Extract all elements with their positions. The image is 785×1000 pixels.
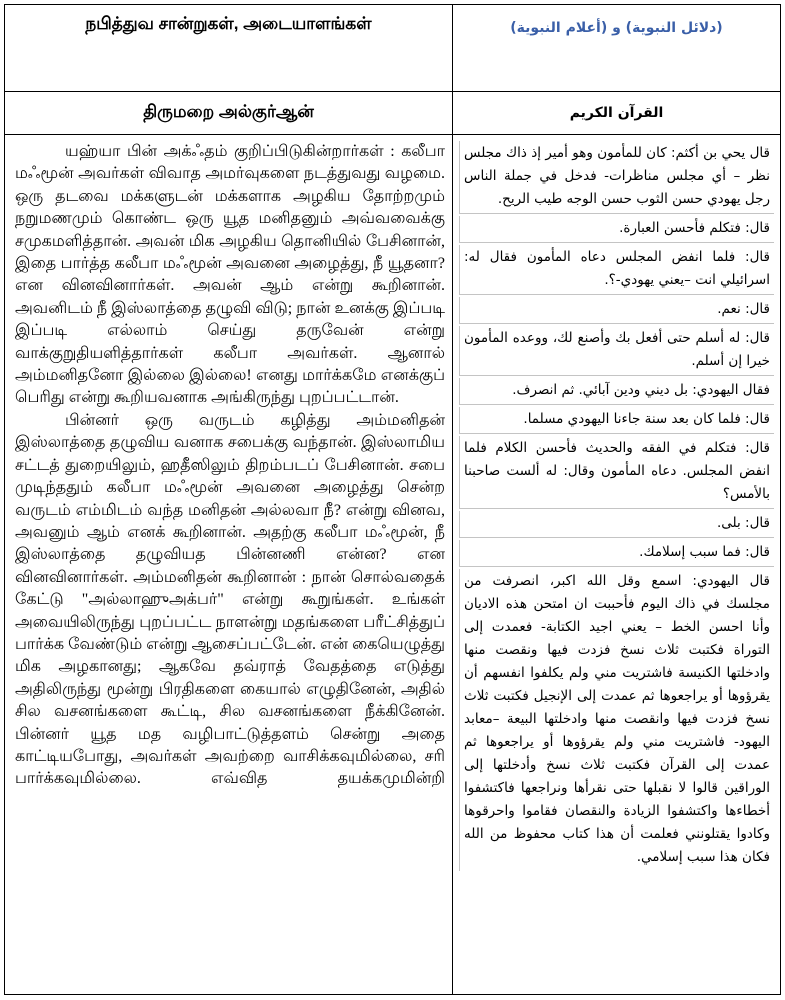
arabic-paragraph: قال: له أسلم حتى أفعل بك وأصنع لك، ووعده المأمون خيرا إن أسلم. [459, 326, 774, 376]
arabic-paragraph: قال اليهودي: اسمع وقل الله اكبر، انصرفت من مجلسك في ذاك اليوم فأحببت ان امتحن هذه الاديان وأنا احسن الخط – يعني اجيد الكتابة- فعمدت إلى التوراة فكتبت ثلاث نسخ فزدت فيها ونقصت منها وادخلتها الكنيسة فاشتريت مني ولم يكلفوا انفسهم أن يقرؤوها أو يراجعوها ثم عمدت إلى الإنجيل فكتبت ثلاث نسخ فزدت فيها وانقصت منها وادخلتها البيعة –معابد اليهود- فاشتريت مني ولم يقرؤوها أو يراجعوها ثم عمدت إلى القرآن فكتبت ثلاث نسخ وأدخلتها إلى الوراقين قالوا لا نقبلها حتى نقرأها ونراجعها فاكتشفوا أخطاءها واكتشفوا الزيادة والنقصان فقاموا واحرقوها وكادوا يقتلونني فعلمت أن هذا كتاب محفوظ من الله فكان هذا سبب إسلامي. [459, 569, 774, 871]
arabic-paragraph: قال يحي بن أكثم: كان للمأمون وهو أمير إذ ذاك مجلس نظر – أي مجلس مناظرات- فدخل في جملة الناس رجل يهودي حسن الثوب حسن الوجه طيب الريح. [459, 141, 774, 214]
subheader-cell-tamil [5, 92, 453, 134]
subheader-tamil: திருமறை அல்குர்ஆன் [143, 102, 314, 121]
tamil-paragraph: பின்னர் ஒரு வருடம் கழித்து அம்மனிதன் இஸ்லாத்தை தழுவிய வனாக சபைக்கு வந்தான். இஸ்லாமிய சட்டத் துறையிலும், ஹதீஸிலும் திறம்படப் பேசினான். சபை முடிந்ததும் கலீபா மஃமூன் அவனை அழைத்து சென்ற வருடம் எம்மிடம் வந்த மனிதன் அல்லவா நீ? என்று வினவ, அவனும் ஆம் எனக் கூறினான். அதற்கு கலீபா மஃமூன், நீ இஸ்லாத்தை தழுவியத பின்னணி என்ன? என வினவினார்கள். அம்மனிதன் கூறினான் : நான் சொல்வதைக் கேட்டு "அல்லாஹுஅக்பர்" என்று கூறுங்கள். உங்கள் அவையிலிருந்து புறப்பட்ட நாளன்று மதங்களை பரீட்சித்துப் பார்க்க வேண்டும் என்று ஆசைப்பட்டேன். என் கையெழுத்து மிக அழகானது; ஆகவே தவ்ராத் வேதத்தை எடுத்து அதிலிருந்து மூன்று பிரதிகளை கையால் எழுதினேன், அதில் சில வசனங்களை கூட்டி, சில வசனங்களை நீக்கினேன். பின்னர் யூத மத வழிபாட்டுத்தளம் சென்று அதை காட்டியபோது, அவர்கள் அவற்றை வாசிக்கவுமில்லை, சரி பார்க்கவுமில்லை. எவ்வித தயக்கமுமின்றி [15, 411, 445, 788]
title-arabic: (دلائل النبوية) و (أعلام النبوية) [510, 20, 723, 36]
body-cell-arabic [453, 135, 780, 994]
arabic-paragraph: قال: فلما انفض المجلس دعاه المأمون فقال له: اسرائيلي انت –يعني يهودي-؟. [459, 245, 774, 295]
subheader-row [5, 92, 780, 135]
arabic-paragraph: قال: نعم. [459, 297, 774, 324]
body-cell-tamil [5, 135, 453, 994]
bilingual-table [4, 4, 781, 995]
title-cell-arabic [453, 5, 780, 91]
arabic-paragraph: قال: فتكلم فأحسن العبارة. [459, 216, 774, 243]
subheader-cell-arabic [453, 92, 780, 134]
title-row [5, 5, 780, 92]
arabic-paragraph: قال: بلى. [459, 511, 774, 538]
arabic-text-column [453, 135, 780, 994]
subheader-arabic: القرآن الكريم [569, 105, 664, 121]
title-cell-tamil [5, 5, 453, 91]
arabic-paragraph: قال: فما سبب إسلامك. [459, 540, 774, 567]
arabic-paragraph: قال: فلما كان بعد سنة جاءنا اليهودي مسلما. [459, 407, 774, 434]
arabic-paragraph: قال: فتكلم في الفقه والحديث فأحسن الكلام فلما انفض المجلس. دعاه المأمون وقال: له ألست صاحبنا بالأمس؟ [459, 436, 774, 509]
tamil-text-column [5, 135, 452, 994]
title-tamil: நபித்துவ சான்றுகள், அடையாளங்கள் [85, 14, 372, 33]
arabic-paragraph: فقال اليهودي: بل ديني ودين آبائي. ثم انصرف. [459, 378, 774, 405]
body-row [5, 135, 780, 994]
tamil-paragraph: யஹ்யா பின் அக்ஃதம் குறிப்பிடுகின்றார்கள் : கலீபா மஃமூன் அவர்கள் விவாத அமர்வுகளை நடத்துவது வழமை. ஒரு தடவை மக்களுடன் மக்களாக அழகிய தோற்றமும் நறுமணமும் கொண்ட ஒரு யூத மனிதனும் அவ்வவைக்கு சமுகமளித்தான். அவன் மிக அழகிய தொனியில் பேசினான், இதை பார்த்த கலீபா மஃமூன் அவனை அழைத்து, நீ யூதனா? என வினவினார்கள். அவன் ஆம் என்று கூறினான். அவனிடம் நீ இஸ்லாத்தை தழுவி விடு; நான் உனக்கு இப்படி இப்படி எல்லாம் செய்து தருவேன் என்று வாக்குறுதியளித்தார்கள் கலீபா அவர்கள். ஆனால் அம்மனிதனோ இல்லை இல்லை! எனது மார்க்கமே எனக்குப் பெரிது என்று கூறியவனாக அங்கிருந்து புறப்பட்டான். [15, 143, 445, 407]
